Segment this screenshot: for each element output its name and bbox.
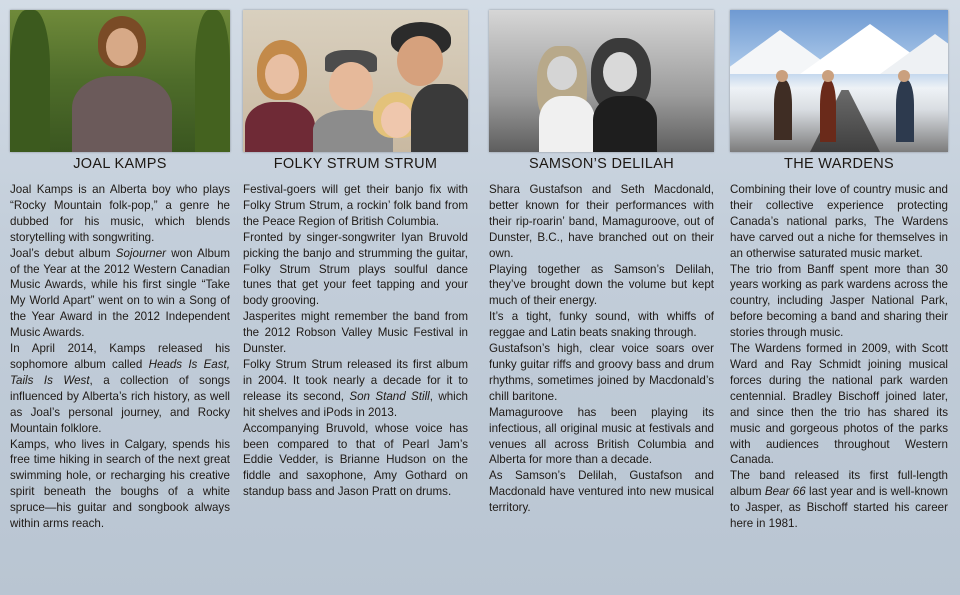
band-photo (10, 10, 230, 152)
album-title: Heads Is East, Tails Is West (10, 357, 230, 387)
band-bio (730, 182, 948, 532)
bio-paragraph: The Wardens formed in 2009, with Scott Ward and Ray Schmidt joining musical forces during the national park warden centennial. Bradley Bischoff joined later, and since then the trio has shared its music and gorgeous photos of the parks with audiences throughout Western Canada. (730, 342, 948, 467)
album-title: Bear 66 (764, 485, 806, 499)
bio-paragraph: Folky Strum Strum released its first album in 2004. It took nearly a decade for it to release its second, Son Stand Still, which hit shelves and iPods in 2013. (243, 357, 468, 419)
bio-paragraph: Joal’s debut album Sojourner won Album of the Year at the 2012 Western Canadian Music Awards, while his first single “Take My World Apart” went on to win a Song of the Year Award in the 2012 Independent Music Awards. (10, 246, 231, 340)
bio-paragraph: Accompanying Bruvold, whose voice has been compared to that of Pearl Jam’s Eddie Vedder, is Brianne Hudson on the fiddle and saxophone, Amy Gothard on standup bass and Jason Pratt on drums. (243, 421, 468, 499)
bio-paragraph: Jasperites might remember the band from the 2012 Robson Valley Music Festival in Dunster. (243, 310, 468, 356)
bio-paragraph: Playing together as Samson’s Delilah, they’ve brought down the volume but kept much of their energy. (489, 262, 714, 308)
band-name: THE WARDENS (784, 156, 894, 172)
band-bio (10, 182, 230, 532)
bio-paragraph: As Samson’s Delilah, Gustafson and Macdonald have ventured into new musical territory. (489, 469, 714, 515)
band-name: SAMSON’S DELILAH (528, 156, 674, 172)
album-title: Sojourner (115, 246, 167, 260)
bio-paragraph: Joal Kamps is an Alberta boy who plays “Rocky Mountain folk-pop,” a genre he dubbed for his music, which blends storytelling with songwriting. (10, 183, 230, 244)
band-column-samsons-delilah (489, 10, 714, 516)
band-photo (489, 10, 714, 152)
band-photo (243, 10, 468, 152)
band-name: FOLKY STRUM STRUM (273, 156, 438, 172)
bio-paragraph: The band released its first full-length album Bear 66 last year and is well-known to Jasper, as Bischoff started his career here in 1981. (730, 469, 948, 531)
bio-paragraph: It’s a tight, funky sound, with whiffs of reggae and Latin beats snaking through. (489, 310, 714, 340)
band-column-folky-strum-strum (243, 10, 468, 500)
bio-paragraph: Mamaguroove has been playing its infectious, all original music at festivals and venues all across British Columbia and Alberta for more than a decade. (489, 405, 714, 467)
bio-paragraph: Shara Gustafson and Seth Macdonald, better known for their performances with their rip-roarin’ band, Mamaguroove, out of Dunster, B.C., have branched out on their own. (489, 183, 714, 260)
band-column-joal-kamps (10, 10, 230, 532)
bio-paragraph: The trio from Banff spent more than 30 years working as park wardens across the country, including Jasper National Park, before becoming a band and sharing their stories through music. (730, 262, 948, 340)
band-name: JOAL KAMPS (73, 156, 167, 172)
band-photo (730, 10, 948, 152)
bio-paragraph: Kamps, who lives in Calgary, spends his free time hiking in search of the next great swimming hole, or recharging his creative spirit beneath the boughs of a white spruce—his guitar and songbook always within arms reach. (10, 437, 230, 531)
band-bio (243, 182, 468, 500)
bio-paragraph: In April 2014, Kamps released his sophomore album called Heads Is East, Tails Is West, a collection of songs influenced by Alberta’s rich history, as well as Joal’s personal journey, and Rocky Mountain folklore. (10, 342, 230, 435)
band-bio (489, 182, 714, 516)
bio-paragraph: Festival-goers will get their banjo fix with Folky Strum Strum, a rockin’ folk band from the Peace Region of British Columbia. (243, 183, 468, 228)
band-column-the-wardens (730, 10, 948, 532)
bio-paragraph: Combining their love of country music and their collective experience protecting Canada’s national parks, The Wardens have carved out a niche for themselves in an otherwise saturated music market. (730, 183, 948, 260)
bio-paragraph: Gustafson’s high, clear voice soars over funky guitar riffs and groovy bass and drum rhythms, sometimes joined by Macdonald’s chill baritone. (489, 342, 714, 403)
bio-paragraph: Fronted by singer-songwriter Iyan Bruvold picking the banjo and strumming the guitar, Folky Strum Strum plays soulful dance tunes that get your feet tapping and your body grooving. (243, 230, 468, 308)
album-title: Son Stand Still (349, 389, 430, 403)
